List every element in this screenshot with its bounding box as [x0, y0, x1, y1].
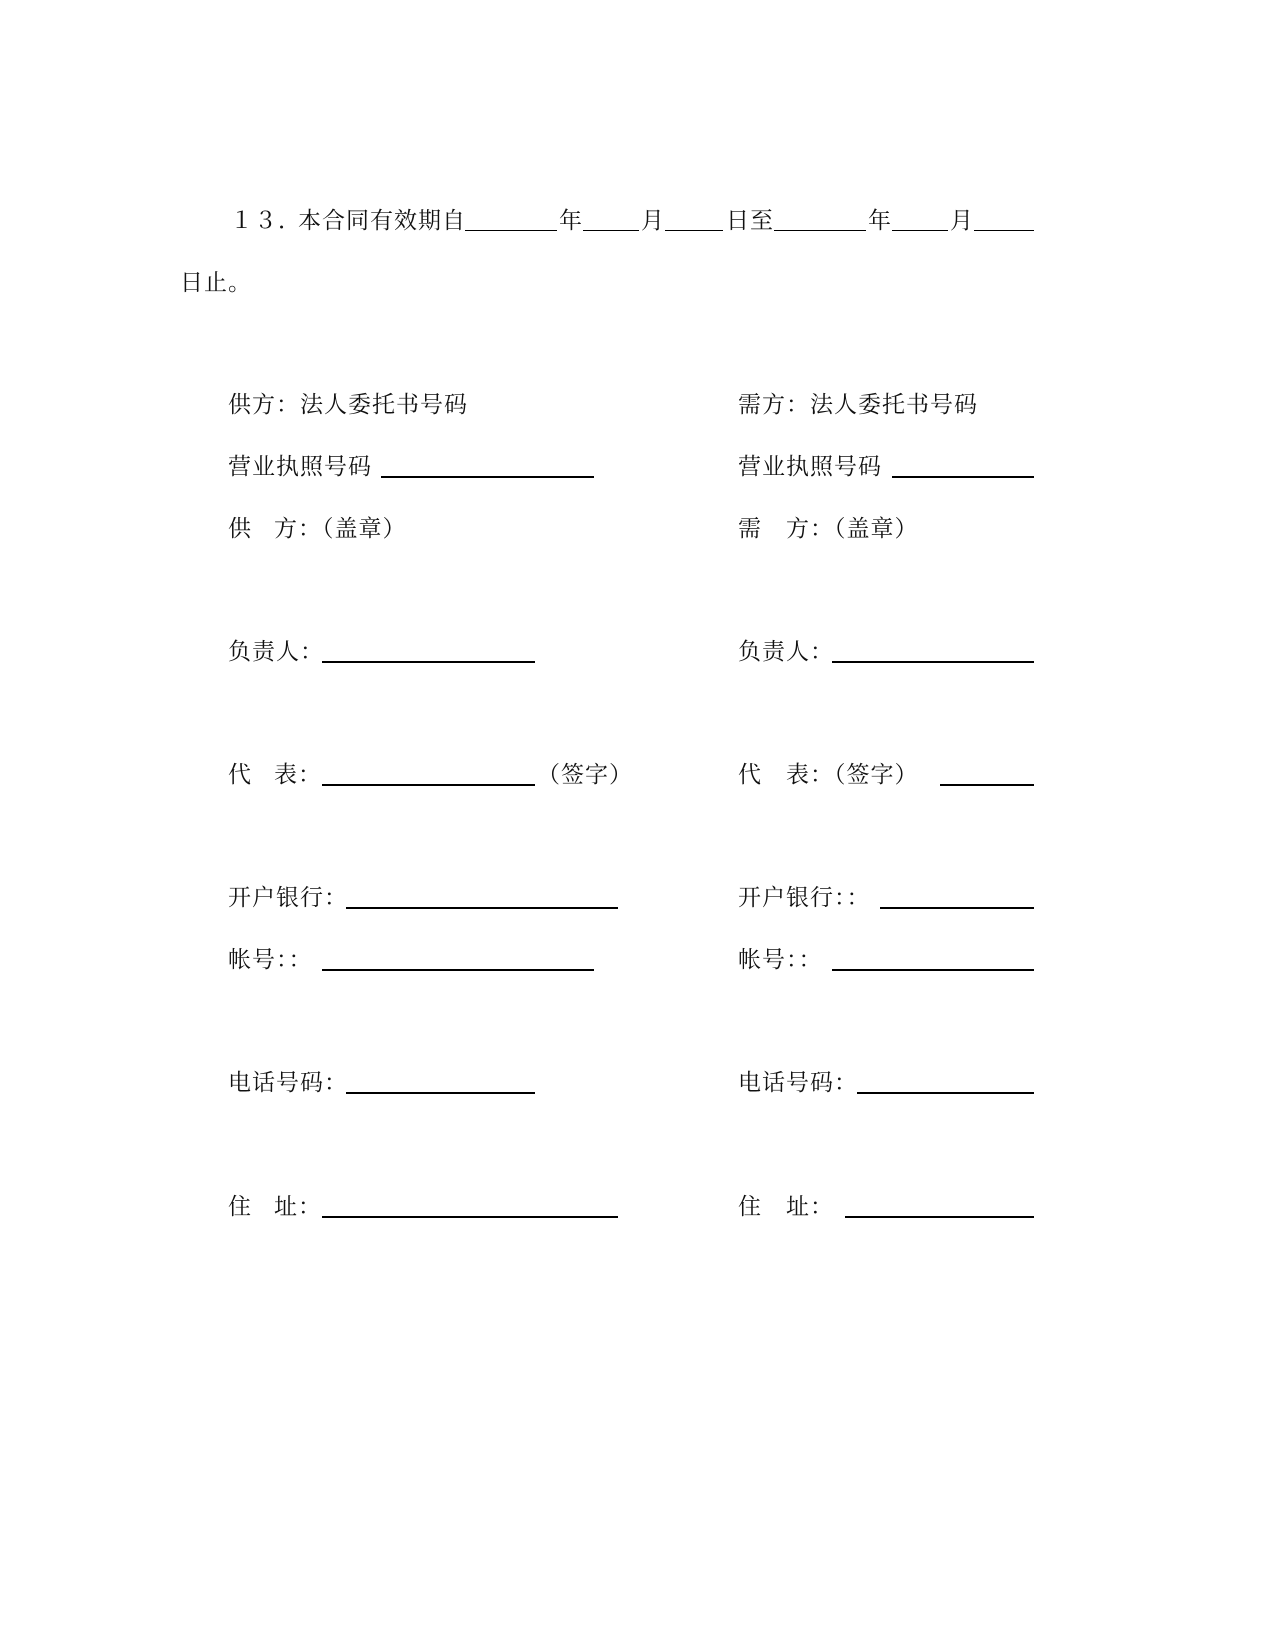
clause-end: 日止。: [180, 270, 252, 296]
clause-prefix: 本合同有效期自: [298, 208, 466, 234]
buyer-address-field[interactable]: [845, 1216, 1034, 1218]
supplier-address-field[interactable]: [322, 1216, 618, 1218]
supplier-seal-label: 方：（盖章）: [274, 516, 407, 542]
supplier-phone-field[interactable]: [346, 1092, 535, 1094]
supplier-addr-char1: 住: [228, 1194, 252, 1220]
day-to-label: 日至: [726, 208, 774, 234]
clause-number: １３．: [230, 208, 302, 234]
buyer-seal-label: 方：（盖章）: [786, 516, 919, 542]
month-label-2: 月: [950, 208, 974, 234]
supplier-bank-field[interactable]: [346, 907, 618, 909]
supplier-auth-label: 供方：法人委托书号码: [228, 392, 468, 418]
buyer-person-field[interactable]: [832, 661, 1034, 663]
supplier-account-label: 帐号：：: [228, 947, 313, 973]
buyer-license-field[interactable]: [892, 476, 1034, 478]
buyer-phone-field[interactable]: [857, 1092, 1034, 1094]
supplier-rep-sign: （签字）: [537, 762, 633, 788]
supplier-person-label: 负责人：: [228, 639, 324, 665]
buyer-seal-char1: 需: [738, 516, 762, 542]
start-year-blank[interactable]: [465, 230, 557, 231]
buyer-bank-field[interactable]: [880, 907, 1034, 909]
supplier-account-field[interactable]: [322, 969, 594, 971]
supplier-bank-label: 开户银行：: [228, 885, 348, 911]
year-label-1: 年: [559, 208, 583, 234]
supplier-license-label: 营业执照号码: [228, 454, 372, 480]
buyer-rep-field[interactable]: [940, 784, 1034, 786]
supplier-rep-field[interactable]: [322, 784, 535, 786]
buyer-person-label: 负责人：: [738, 639, 834, 665]
supplier-rep-label: 表：: [274, 762, 322, 788]
supplier-phone-label: 电话号码：: [228, 1070, 348, 1096]
end-day-blank[interactable]: [974, 230, 1034, 231]
buyer-phone-label: 电话号码：: [738, 1070, 858, 1096]
start-day-blank[interactable]: [665, 230, 723, 231]
supplier-license-field[interactable]: [381, 476, 594, 478]
buyer-auth-label: 需方：法人委托书号码: [738, 392, 978, 418]
buyer-rep-label: 表：（签字）: [786, 762, 919, 788]
supplier-person-field[interactable]: [322, 661, 535, 663]
year-label-2: 年: [868, 208, 892, 234]
buyer-account-label: 帐号：：: [738, 947, 823, 973]
buyer-addr-label: 址：: [786, 1194, 834, 1220]
supplier-addr-label: 址：: [274, 1194, 322, 1220]
buyer-bank-label: 开户银行：：: [738, 885, 871, 911]
start-month-blank[interactable]: [583, 230, 639, 231]
buyer-rep-char1: 代: [738, 762, 762, 788]
supplier-rep-char1: 代: [228, 762, 252, 788]
end-year-blank[interactable]: [774, 230, 866, 231]
buyer-addr-char1: 住: [738, 1194, 762, 1220]
supplier-seal-char1: 供: [228, 516, 252, 542]
month-label-1: 月: [641, 208, 665, 234]
buyer-account-field[interactable]: [832, 969, 1034, 971]
end-month-blank[interactable]: [892, 230, 948, 231]
buyer-license-label: 营业执照号码: [738, 454, 882, 480]
